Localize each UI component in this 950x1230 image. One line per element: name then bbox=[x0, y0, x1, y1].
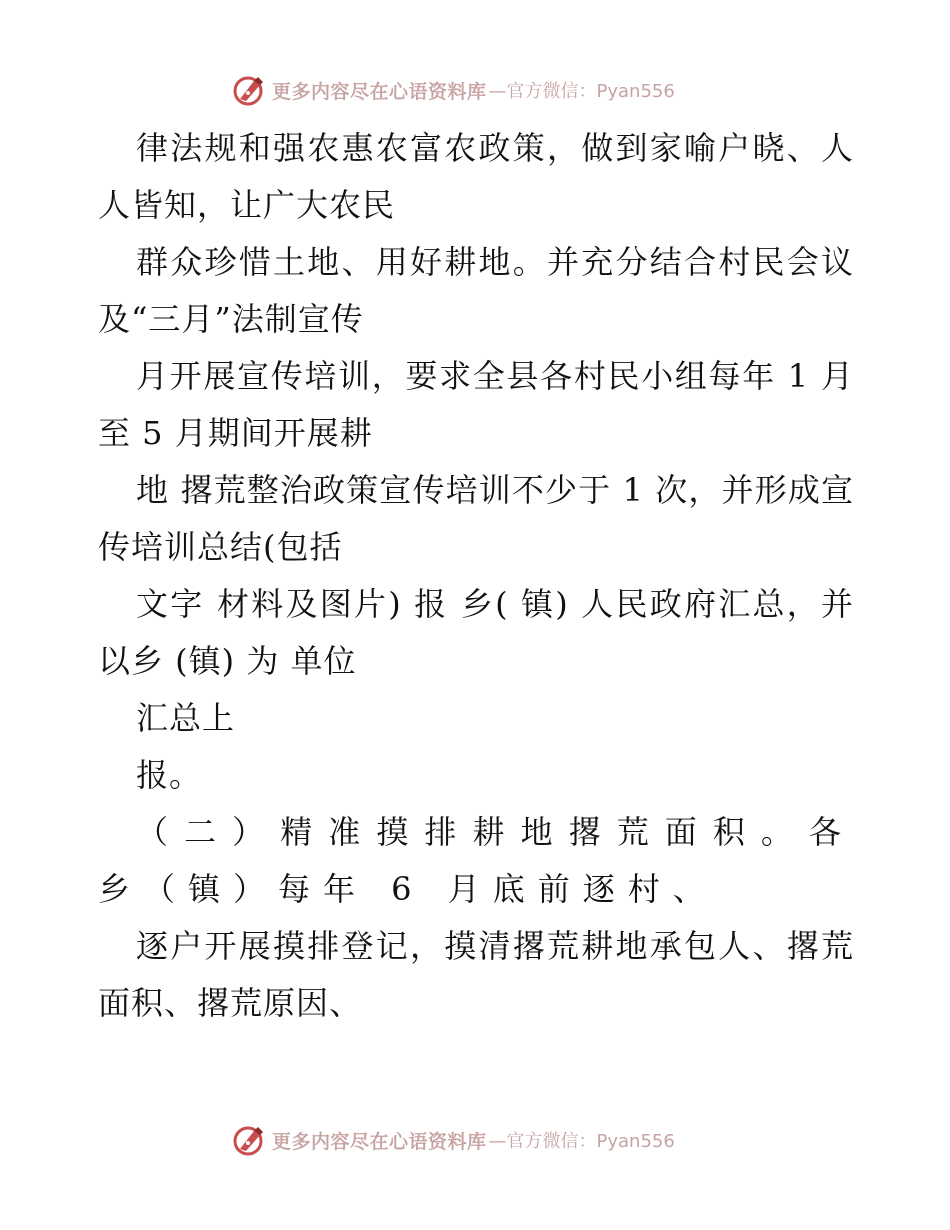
header-watermark bbox=[232, 70, 675, 110]
watermark-contact-text: —官方微信：Pyan556 bbox=[488, 81, 675, 102]
paragraph-3: 月开展宣传培训，要求全县各村民小组每年 1 月至 5 月期间开展耕 bbox=[98, 357, 854, 452]
paragraph-5: 文字 材料及图片) 报 乡( 镇) 人民政府汇总，并以乡 (镇) 为 单位 bbox=[98, 585, 854, 680]
paragraph-7: 报。 bbox=[136, 756, 203, 794]
paragraph-4: 地 撂荒整治政策宣传培训不少于 1 次，并形成宣传培训总结(包括 bbox=[98, 471, 854, 566]
watermark-site-text: 更多内容尽在心语资料库 bbox=[272, 1130, 487, 1153]
paragraph-9: 逐户开展摸排登记，摸清撂荒耕地承包人、撂荒面积、撂荒原因、 bbox=[98, 927, 854, 1022]
paragraph-8-section-heading: （二）精准摸排耕地撂荒面积。各乡（镇）每年 6 月底前逐村、 bbox=[98, 813, 854, 908]
pen-nib-circle-logo-icon bbox=[232, 1123, 266, 1157]
paragraph-1: 律法规和强农惠农富农政策，做到家喻户晓、人人皆知，让广大农民 bbox=[98, 129, 854, 224]
watermark-site-text: 更多内容尽在心语资料库 bbox=[272, 80, 487, 103]
pen-nib-circle-logo-icon bbox=[232, 73, 266, 107]
paragraph-6: 汇总上 bbox=[136, 699, 236, 737]
watermark-contact-text: —官方微信：Pyan556 bbox=[488, 1131, 675, 1152]
paragraph-2: 群众珍惜土地、用好耕地。并充分结合村民会议及“三月”法制宣传 bbox=[98, 243, 854, 338]
document-body bbox=[98, 120, 854, 1032]
footer-watermark bbox=[232, 1120, 675, 1160]
